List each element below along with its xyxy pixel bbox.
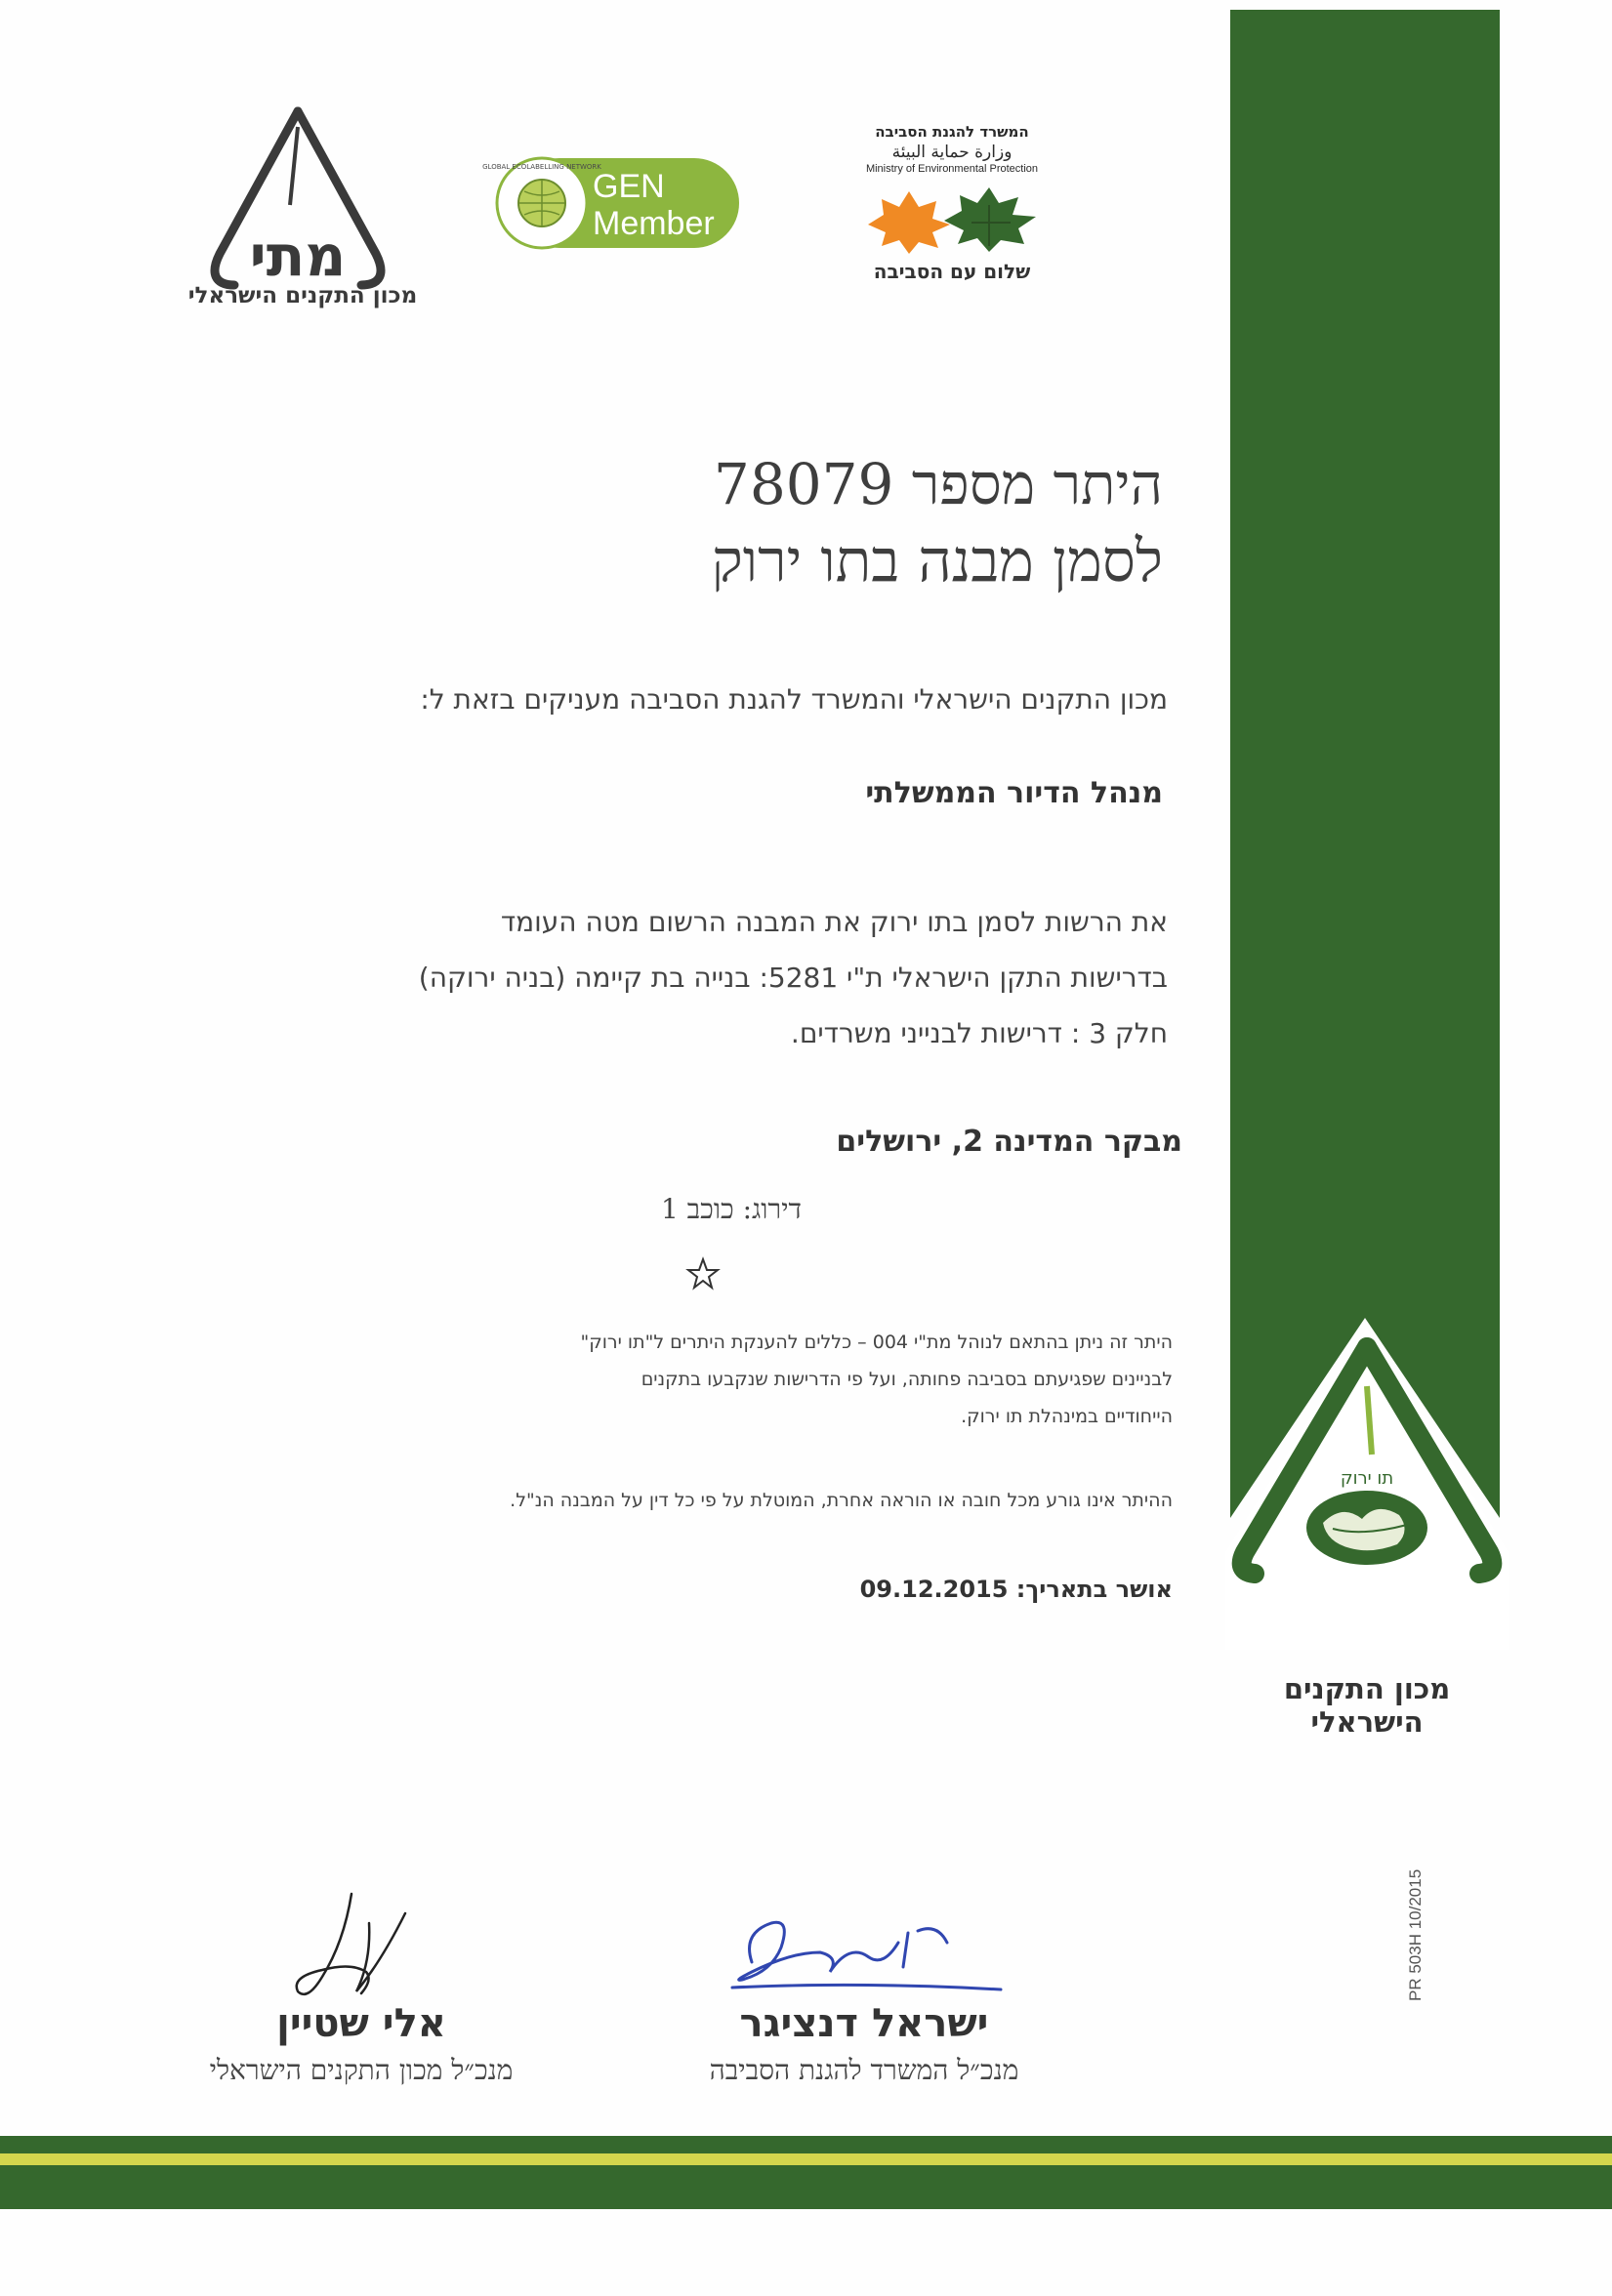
bottom-stripe-green [0, 2136, 1612, 2153]
mati-name: מכון התקנים הישראלי [187, 283, 418, 308]
gen-ring-text: GLOBAL ECOLABELLING NETWORK [482, 163, 601, 171]
small-print-3: הייחודיים במינהלת תו ירוק. [961, 1406, 1173, 1427]
ministry-slogan: שלום עם הסביבה [873, 260, 1031, 283]
emblem-arc-text: תו ירוק [1340, 1468, 1394, 1489]
approval-date [294, 1576, 1173, 1603]
leaves-icon [864, 185, 1045, 254]
approval-label: אושר בתאריך: [1015, 1576, 1173, 1603]
permit-subject-title: לסמן מבנה בתו ירוק [711, 527, 1163, 595]
rating-text: דירוג: כוכב 1 [660, 1193, 802, 1225]
form-code: PR 503H 10/2015 [1406, 1868, 1425, 2001]
gen-label: GEN [593, 168, 665, 205]
green-ribbon [1230, 10, 1500, 1518]
signature-left [283, 1884, 420, 2011]
ministry-name-hebrew: המשרד להגנת הסביבה [875, 123, 1029, 141]
signer-left-role: מנכ״ל מכון התקנים הישראלי [209, 2054, 514, 2086]
gen-member-badge [482, 156, 741, 250]
signer-right-name: ישראל דנציגר [739, 2001, 989, 2046]
bottom-stripe-green-wide [0, 2165, 1612, 2209]
green-label-emblem [1225, 1328, 1509, 1650]
small-print-2: לבניינים שפגיעתם בסביבה פחותה, ועל פי הדרישות שנקבעו בתקנים [641, 1369, 1173, 1390]
bottom-stripe-yellow [0, 2153, 1612, 2165]
body-line-3: חלק 3 : דרישות לבנייני משרדים. [790, 1017, 1168, 1049]
signer-left-name: אלי שטיין [276, 2001, 446, 2046]
recipient-name: מנהל הדיור הממשלתי [865, 776, 1163, 810]
ministry-name-arabic: وزارة حماية البيئة [891, 143, 1013, 162]
small-print-4: ההיתר אינו גורע מכל חובה או הוראה אחרת, המוטלת על פי כל דין על המבנה הנ"ל. [510, 1490, 1173, 1511]
body-line-1: את הרשות לסמן בתו ירוק את המבנה הרשום מטה העומד [500, 906, 1168, 938]
building-address: מבקר המדינה 2, ירושלים [836, 1125, 1182, 1159]
body-line-2: בדרישות התקן הישראלי ת"י 5281: בנייה בת קיימה (בניה ירוקה) [418, 962, 1168, 994]
approval-date-value: 09.12.2015 [859, 1576, 1009, 1603]
mati-logo-mark: מתי [249, 223, 347, 289]
signature-right [713, 1904, 1006, 1991]
permit-number-title: היתר מספר 78079 [713, 451, 1163, 517]
signer-right-role: מנכ״ל המשרד להגנת הסביבה [709, 2054, 1019, 2086]
ministry-name-english: Ministry of Environmental Protection [865, 163, 1039, 175]
grant-text: מכון התקנים הישראלי והמשרד להגנת הסביבה מעניקים בזאת ל: [420, 683, 1168, 716]
member-label: Member [593, 205, 715, 242]
small-print-1: היתר זה ניתן בהתאם לנוהל מת"י 004 – כללים להענקת היתרים ל"תו ירוק" [580, 1332, 1173, 1353]
emblem-name: מכון התקנים הישראלי [1283, 1672, 1451, 1739]
star-icon [686, 1257, 720, 1291]
